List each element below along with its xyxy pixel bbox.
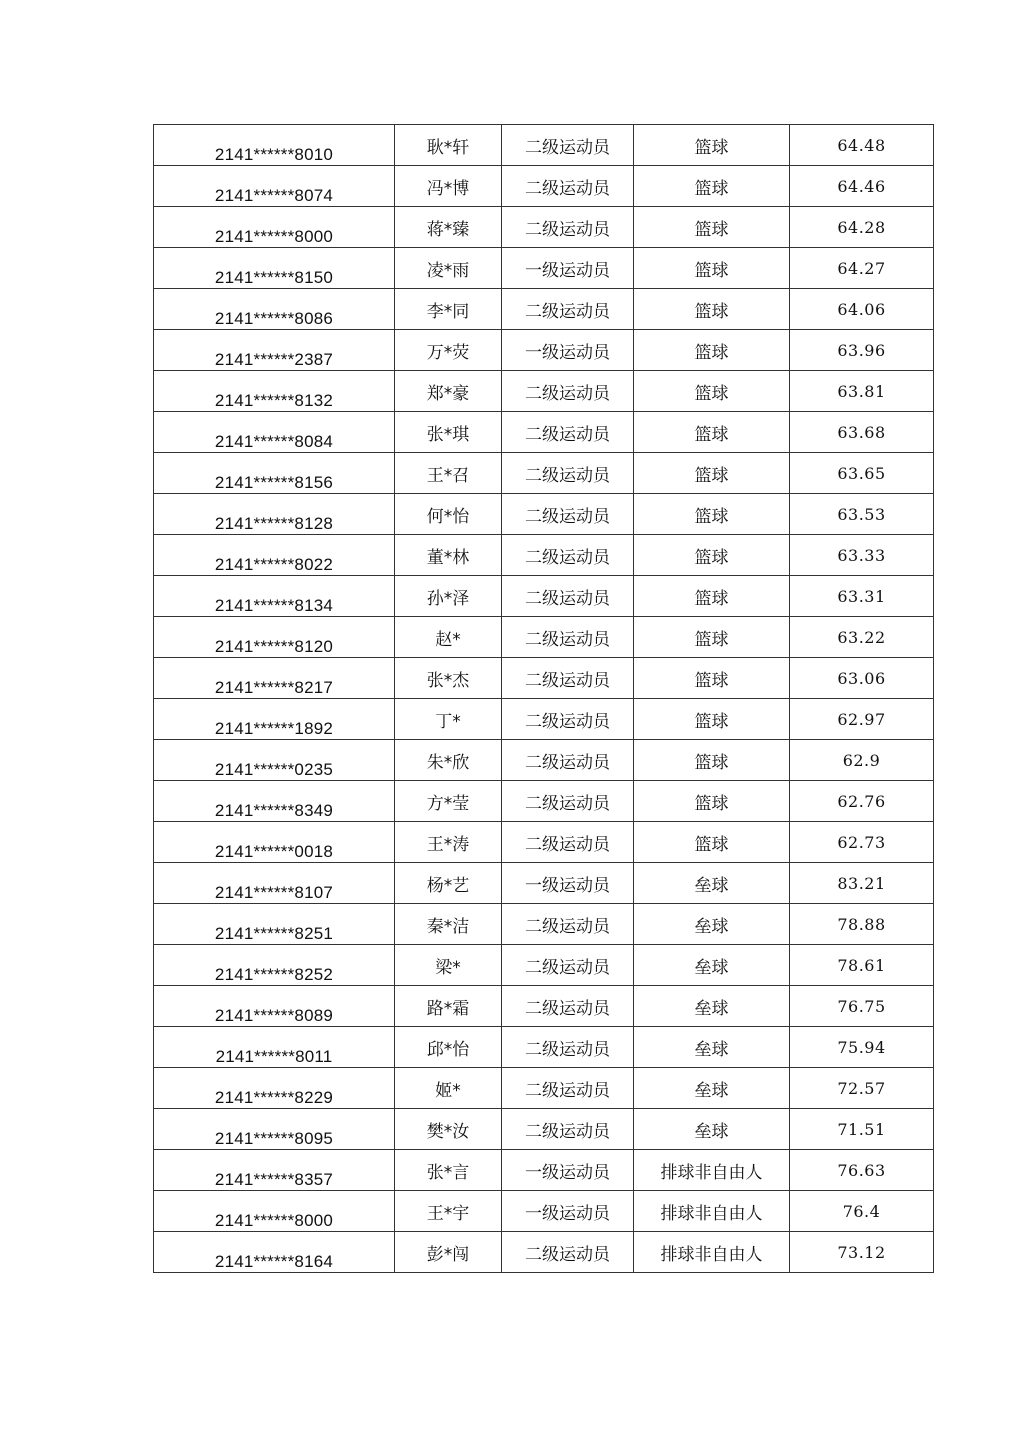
candidate-name-cell: 张*琪	[395, 412, 502, 453]
athlete-level-cell: 二级运动员	[502, 699, 634, 740]
athlete-level-cell: 二级运动员	[502, 740, 634, 781]
sport-cell: 篮球	[634, 248, 790, 289]
results-table	[153, 124, 934, 1273]
candidate-name-cell: 张*杰	[395, 658, 502, 699]
candidate-name-cell: 杨*艺	[395, 863, 502, 904]
candidate-id-cell: 2141******8150	[154, 248, 395, 289]
athlete-level-cell: 二级运动员	[502, 945, 634, 986]
score-cell: 72.57	[790, 1068, 934, 1109]
table-row	[154, 904, 934, 945]
score-cell: 63.81	[790, 371, 934, 412]
results-table-body	[154, 125, 934, 1273]
athlete-level-cell: 二级运动员	[502, 1232, 634, 1273]
athlete-level-cell: 一级运动员	[502, 1191, 634, 1232]
candidate-name-cell: 梁*	[395, 945, 502, 986]
table-row	[154, 453, 934, 494]
athlete-level-cell: 二级运动员	[502, 822, 634, 863]
athlete-level-cell: 二级运动员	[502, 1027, 634, 1068]
score-cell: 76.75	[790, 986, 934, 1027]
table-row	[154, 945, 934, 986]
table-row	[154, 1027, 934, 1068]
score-cell: 63.53	[790, 494, 934, 535]
score-cell: 64.27	[790, 248, 934, 289]
candidate-id-cell: 2141******8252	[154, 945, 395, 986]
candidate-name-cell: 王*召	[395, 453, 502, 494]
table-row	[154, 822, 934, 863]
sport-cell: 篮球	[634, 617, 790, 658]
athlete-level-cell: 二级运动员	[502, 1068, 634, 1109]
athlete-level-cell: 二级运动员	[502, 166, 634, 207]
candidate-id-cell: 2141******8357	[154, 1150, 395, 1191]
candidate-id-cell: 2141******0235	[154, 740, 395, 781]
sport-cell: 排球非自由人	[634, 1150, 790, 1191]
sport-cell: 篮球	[634, 125, 790, 166]
sport-cell: 垒球	[634, 863, 790, 904]
candidate-id-cell: 2141******8217	[154, 658, 395, 699]
score-cell: 63.68	[790, 412, 934, 453]
score-cell: 62.73	[790, 822, 934, 863]
table-row	[154, 617, 934, 658]
score-cell: 64.48	[790, 125, 934, 166]
score-cell: 75.94	[790, 1027, 934, 1068]
table-row	[154, 1150, 934, 1191]
score-cell: 71.51	[790, 1109, 934, 1150]
candidate-id-cell: 2141******8074	[154, 166, 395, 207]
sport-cell: 垒球	[634, 986, 790, 1027]
athlete-level-cell: 二级运动员	[502, 535, 634, 576]
sport-cell: 垒球	[634, 1027, 790, 1068]
sport-cell: 篮球	[634, 781, 790, 822]
candidate-name-cell: 耿*轩	[395, 125, 502, 166]
athlete-level-cell: 二级运动员	[502, 986, 634, 1027]
candidate-id-cell: 2141******0018	[154, 822, 395, 863]
candidate-name-cell: 董*林	[395, 535, 502, 576]
candidate-id-cell: 2141******1892	[154, 699, 395, 740]
table-row	[154, 781, 934, 822]
sport-cell: 篮球	[634, 289, 790, 330]
candidate-id-cell: 2141******8132	[154, 371, 395, 412]
sport-cell: 篮球	[634, 740, 790, 781]
score-cell: 63.33	[790, 535, 934, 576]
sport-cell: 篮球	[634, 330, 790, 371]
score-cell: 63.31	[790, 576, 934, 617]
score-cell: 64.28	[790, 207, 934, 248]
candidate-id-cell: 2141******8011	[154, 1027, 395, 1068]
candidate-name-cell: 蒋*臻	[395, 207, 502, 248]
candidate-id-cell: 2141******8349	[154, 781, 395, 822]
candidate-name-cell: 方*莹	[395, 781, 502, 822]
sport-cell: 垒球	[634, 945, 790, 986]
table-row	[154, 1109, 934, 1150]
sport-cell: 篮球	[634, 453, 790, 494]
score-cell: 62.9	[790, 740, 934, 781]
table-row	[154, 248, 934, 289]
candidate-id-cell: 2141******8164	[154, 1232, 395, 1273]
candidate-name-cell: 孙*泽	[395, 576, 502, 617]
sport-cell: 篮球	[634, 494, 790, 535]
candidate-name-cell: 何*怡	[395, 494, 502, 535]
candidate-id-cell: 2141******8229	[154, 1068, 395, 1109]
table-row	[154, 1232, 934, 1273]
candidate-id-cell: 2141******8251	[154, 904, 395, 945]
candidate-id-cell: 2141******8000	[154, 1191, 395, 1232]
candidate-name-cell: 冯*博	[395, 166, 502, 207]
score-cell: 76.63	[790, 1150, 934, 1191]
table-row	[154, 330, 934, 371]
athlete-level-cell: 一级运动员	[502, 330, 634, 371]
athlete-level-cell: 一级运动员	[502, 248, 634, 289]
score-cell: 76.4	[790, 1191, 934, 1232]
score-cell: 83.21	[790, 863, 934, 904]
table-row	[154, 1068, 934, 1109]
candidate-id-cell: 2141******8086	[154, 289, 395, 330]
score-cell: 63.65	[790, 453, 934, 494]
athlete-level-cell: 二级运动员	[502, 371, 634, 412]
candidate-name-cell: 丁*	[395, 699, 502, 740]
table-row	[154, 207, 934, 248]
sport-cell: 篮球	[634, 822, 790, 863]
sport-cell: 垒球	[634, 904, 790, 945]
score-cell: 63.96	[790, 330, 934, 371]
athlete-level-cell: 一级运动员	[502, 863, 634, 904]
score-cell: 78.88	[790, 904, 934, 945]
sport-cell: 篮球	[634, 371, 790, 412]
score-cell: 64.46	[790, 166, 934, 207]
athlete-level-cell: 二级运动员	[502, 453, 634, 494]
candidate-id-cell: 2141******8128	[154, 494, 395, 535]
candidate-name-cell: 李*同	[395, 289, 502, 330]
table-row	[154, 289, 934, 330]
athlete-level-cell: 二级运动员	[502, 412, 634, 453]
athlete-level-cell: 二级运动员	[502, 125, 634, 166]
candidate-id-cell: 2141******8089	[154, 986, 395, 1027]
athlete-level-cell: 二级运动员	[502, 207, 634, 248]
candidate-name-cell: 秦*洁	[395, 904, 502, 945]
score-cell: 63.06	[790, 658, 934, 699]
table-row	[154, 412, 934, 453]
sport-cell: 篮球	[634, 699, 790, 740]
candidate-id-cell: 2141******2387	[154, 330, 395, 371]
candidate-name-cell: 赵*	[395, 617, 502, 658]
table-row	[154, 535, 934, 576]
athlete-level-cell: 二级运动员	[502, 1109, 634, 1150]
table-row	[154, 166, 934, 207]
athlete-level-cell: 二级运动员	[502, 617, 634, 658]
candidate-name-cell: 邱*怡	[395, 1027, 502, 1068]
candidate-name-cell: 樊*汝	[395, 1109, 502, 1150]
candidate-name-cell: 姬*	[395, 1068, 502, 1109]
athlete-level-cell: 二级运动员	[502, 658, 634, 699]
sport-cell: 篮球	[634, 207, 790, 248]
athlete-level-cell: 二级运动员	[502, 781, 634, 822]
table-row	[154, 494, 934, 535]
sport-cell: 篮球	[634, 535, 790, 576]
athlete-level-cell: 二级运动员	[502, 289, 634, 330]
table-row	[154, 1191, 934, 1232]
candidate-name-cell: 凌*雨	[395, 248, 502, 289]
score-cell: 73.12	[790, 1232, 934, 1273]
table-row	[154, 863, 934, 904]
score-cell: 64.06	[790, 289, 934, 330]
candidate-name-cell: 王*宇	[395, 1191, 502, 1232]
candidate-id-cell: 2141******8010	[154, 125, 395, 166]
candidate-name-cell: 张*言	[395, 1150, 502, 1191]
sport-cell: 篮球	[634, 576, 790, 617]
table-row	[154, 658, 934, 699]
candidate-name-cell: 彭*闯	[395, 1232, 502, 1273]
candidate-id-cell: 2141******8107	[154, 863, 395, 904]
candidate-id-cell: 2141******8000	[154, 207, 395, 248]
table-row	[154, 576, 934, 617]
table-row	[154, 125, 934, 166]
candidate-id-cell: 2141******8134	[154, 576, 395, 617]
candidate-id-cell: 2141******8120	[154, 617, 395, 658]
score-cell: 78.61	[790, 945, 934, 986]
candidate-name-cell: 朱*欣	[395, 740, 502, 781]
table-row	[154, 740, 934, 781]
score-cell: 62.97	[790, 699, 934, 740]
score-cell: 62.76	[790, 781, 934, 822]
athlete-level-cell: 一级运动员	[502, 1150, 634, 1191]
athlete-level-cell: 二级运动员	[502, 904, 634, 945]
candidate-name-cell: 路*霜	[395, 986, 502, 1027]
athlete-level-cell: 二级运动员	[502, 576, 634, 617]
sport-cell: 排球非自由人	[634, 1191, 790, 1232]
athlete-level-cell: 二级运动员	[502, 494, 634, 535]
sport-cell: 篮球	[634, 658, 790, 699]
score-cell: 63.22	[790, 617, 934, 658]
candidate-name-cell: 王*涛	[395, 822, 502, 863]
candidate-id-cell: 2141******8095	[154, 1109, 395, 1150]
table-row	[154, 371, 934, 412]
candidate-name-cell: 郑*豪	[395, 371, 502, 412]
candidate-id-cell: 2141******8084	[154, 412, 395, 453]
sport-cell: 篮球	[634, 412, 790, 453]
table-row	[154, 699, 934, 740]
candidate-id-cell: 2141******8156	[154, 453, 395, 494]
sport-cell: 垒球	[634, 1068, 790, 1109]
sport-cell: 垒球	[634, 1109, 790, 1150]
candidate-id-cell: 2141******8022	[154, 535, 395, 576]
candidate-name-cell: 万*荧	[395, 330, 502, 371]
sport-cell: 篮球	[634, 166, 790, 207]
table-row	[154, 986, 934, 1027]
sport-cell: 排球非自由人	[634, 1232, 790, 1273]
